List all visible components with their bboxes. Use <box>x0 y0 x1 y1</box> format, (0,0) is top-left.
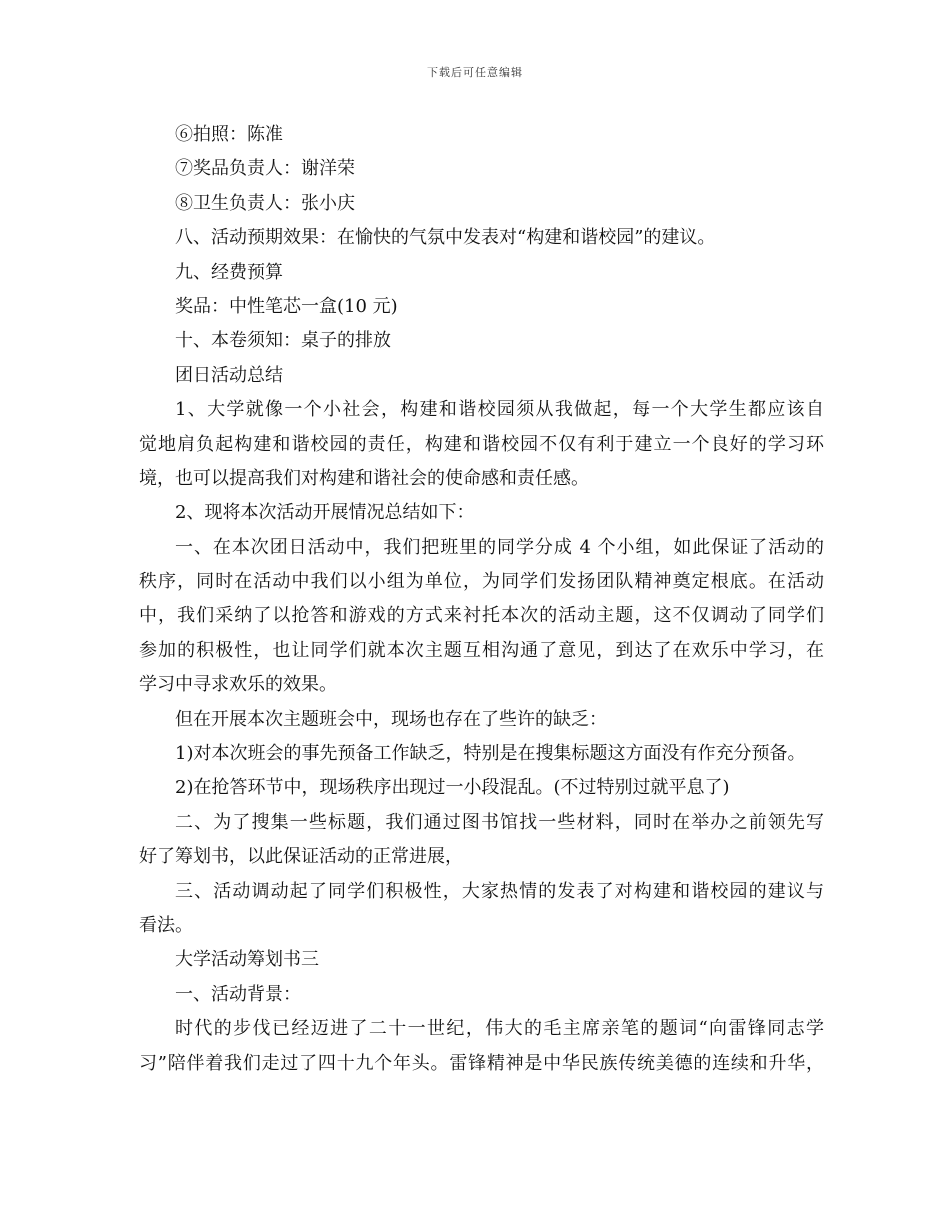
text-line: 一、活动背景： <box>175 983 301 1005</box>
text-line: 秩序，同时在活动中我们以小组为单位，为同学们发扬团队精神奠定根底。在活动 <box>139 571 824 593</box>
text-line: 境，也可以提高我们对构建和谐社会的使命感和责任感。 <box>139 467 589 489</box>
text-line: 奖品：中性笔芯一盒(10 元) <box>175 295 398 317</box>
text-line: 三、活动调动起了同学们积极性，大家热情的发表了对构建和谐校园的建议与 <box>175 880 824 902</box>
text-line: 2、现将本次活动开展情况总结如下： <box>175 502 475 524</box>
text-line: 八、活动预期效果：在愉快的气氛中发表对“构建和谐校园”的建议。 <box>175 227 716 249</box>
text-line: ⑧卫生负责人：张小庆 <box>175 192 355 214</box>
text-line: 十、本卷须知：桌子的排放 <box>175 330 391 352</box>
text-line: 大学活动筹划书三 <box>175 949 319 971</box>
text-line: 学习中寻求欢乐的效果。 <box>139 674 337 696</box>
text-line: 二、为了搜集一些标题，我们通过图书馆找一些材料，同时在举办之前领先写 <box>175 811 824 833</box>
text-line: 九、经费预算 <box>175 261 283 283</box>
text-line: ⑦奖品负责人：谢洋荣 <box>175 158 355 180</box>
text-line: 时代的步伐已经迈进了二十一世纪，伟大的毛主席亲笔的题词“向雷锋同志学 <box>175 1018 824 1040</box>
text-line: 1)对本次班会的事先预备工作缺乏，特别是在搜集标题这方面没有作充分预备。 <box>175 743 806 765</box>
text-line: 好了筹划书，以此保证活动的正常进展， <box>139 846 463 868</box>
text-line: ⑥拍照：陈准 <box>175 124 283 145</box>
text-line: 2)在抢答环节中，现场秩序出现过一小段混乱。(不过特别过就平息了) <box>175 777 730 799</box>
text-line: 中，我们采纳了以抢答和游戏的方式来衬托本次的活动主题，这不仅调动了同学们 <box>139 605 824 627</box>
text-line: 习”陪伴着我们走过了四十九个年头。雷锋精神是中华民族传统美德的连续和升华， <box>139 1052 824 1074</box>
text-line: 1、大学就像一个小社会，构建和谐校园须从我做起，每一个大学生都应该自 <box>175 399 824 421</box>
text-line: 但在开展本次主题班会中，现场也存在了些许的缺乏： <box>175 708 607 730</box>
text-line: 一、在本次团日活动中，我们把班里的同学分成 4 个小组，如此保证了活动的 <box>175 536 824 558</box>
text-line: 觉地肩负起构建和谐校园的责任，构建和谐校园不仅有利于建立一个良好的学习环 <box>139 433 824 455</box>
text-line: 看法。 <box>139 914 193 936</box>
document-body <box>139 118 824 1081</box>
text-line: 参加的积极性，也让同学们就本次主题互相沟通了意见，到达了在欢乐中学习，在 <box>139 639 824 661</box>
text-line: 团日活动总结 <box>175 364 283 386</box>
header-note: 下载后可任意编辑 <box>427 66 523 79</box>
